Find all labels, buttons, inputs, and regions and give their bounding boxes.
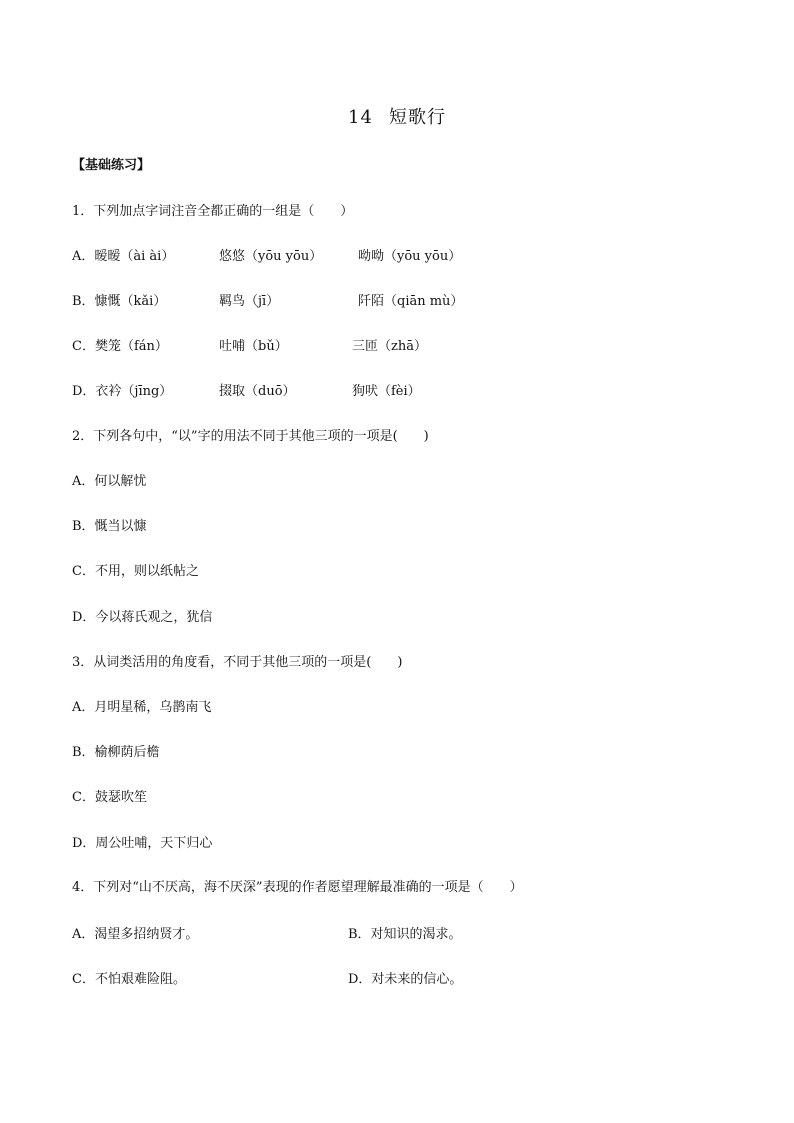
q2-stem: 2．下列各句中，“以”字的用法不同于其他三项的一项是( ): [72, 429, 429, 444]
q1-option-c-3: 三匝（zhā）: [352, 339, 427, 354]
q1-option-d-1: D．衣衿（jīng）: [72, 384, 173, 399]
q3-option-c: C．鼓瑟吹笙: [72, 790, 147, 805]
q4-option-c: C．不怕艰难险阻。: [72, 972, 186, 987]
q1-option-b-3: 阡陌（qiān mù）: [358, 294, 464, 309]
lesson-number: 14: [348, 107, 373, 128]
q3-option-d: D．周公吐哺，天下归心: [72, 836, 213, 851]
page-title: [0, 103, 794, 129]
q4-option-d: D．对未来的信心。: [348, 972, 463, 987]
q1-option-c-1: C．樊笼（fán）: [72, 339, 168, 354]
q3-stem: 3．从词类活用的角度看，不同于其他三项的一项是( ): [72, 655, 403, 670]
q4-stem: 4．下列对“山不厌高，海不厌深”表现的作者愿望理解最准确的一项是（ ）: [72, 880, 523, 895]
q1-option-c-2: 吐哺（bǔ）: [219, 339, 288, 354]
q2-option-d: D．今以蒋氏观之，犹信: [72, 610, 213, 625]
q4-option-a: A．渴望多招纳贤才。: [72, 927, 199, 942]
q1-option-d-3: 狗吠（fèi）: [352, 384, 421, 399]
q4-option-b: B．对知识的渴求。: [348, 927, 462, 942]
q1-option-a-2: 悠悠（yōu yōu）: [219, 249, 323, 264]
q2-option-b: B．慨当以慷: [72, 519, 147, 534]
section-heading: 【基础练习】: [72, 158, 151, 173]
q1-option-a-3: 呦呦（yōu yōu）: [358, 249, 462, 264]
q1-option-a-1: A．暧暧（ài ài）: [72, 249, 175, 264]
q1-stem: 1．下列加点字词注音全都正确的一组是（ ）: [72, 204, 354, 219]
lesson-title: 短歌行: [388, 107, 446, 128]
q1-option-b-1: B．慷慨（kǎi）: [72, 294, 167, 309]
q1-option-b-2: 羁鸟（jī）: [219, 294, 280, 309]
q2-option-a: A．何以解忧: [72, 474, 147, 489]
q3-option-b: B．榆柳荫后檐: [72, 745, 160, 760]
q3-option-a: A．月明星稀，乌鹊南飞: [72, 700, 212, 715]
q1-option-d-2: 掇取（duō）: [219, 384, 296, 399]
q2-option-c: C．不用，则以纸帖之: [72, 564, 199, 579]
